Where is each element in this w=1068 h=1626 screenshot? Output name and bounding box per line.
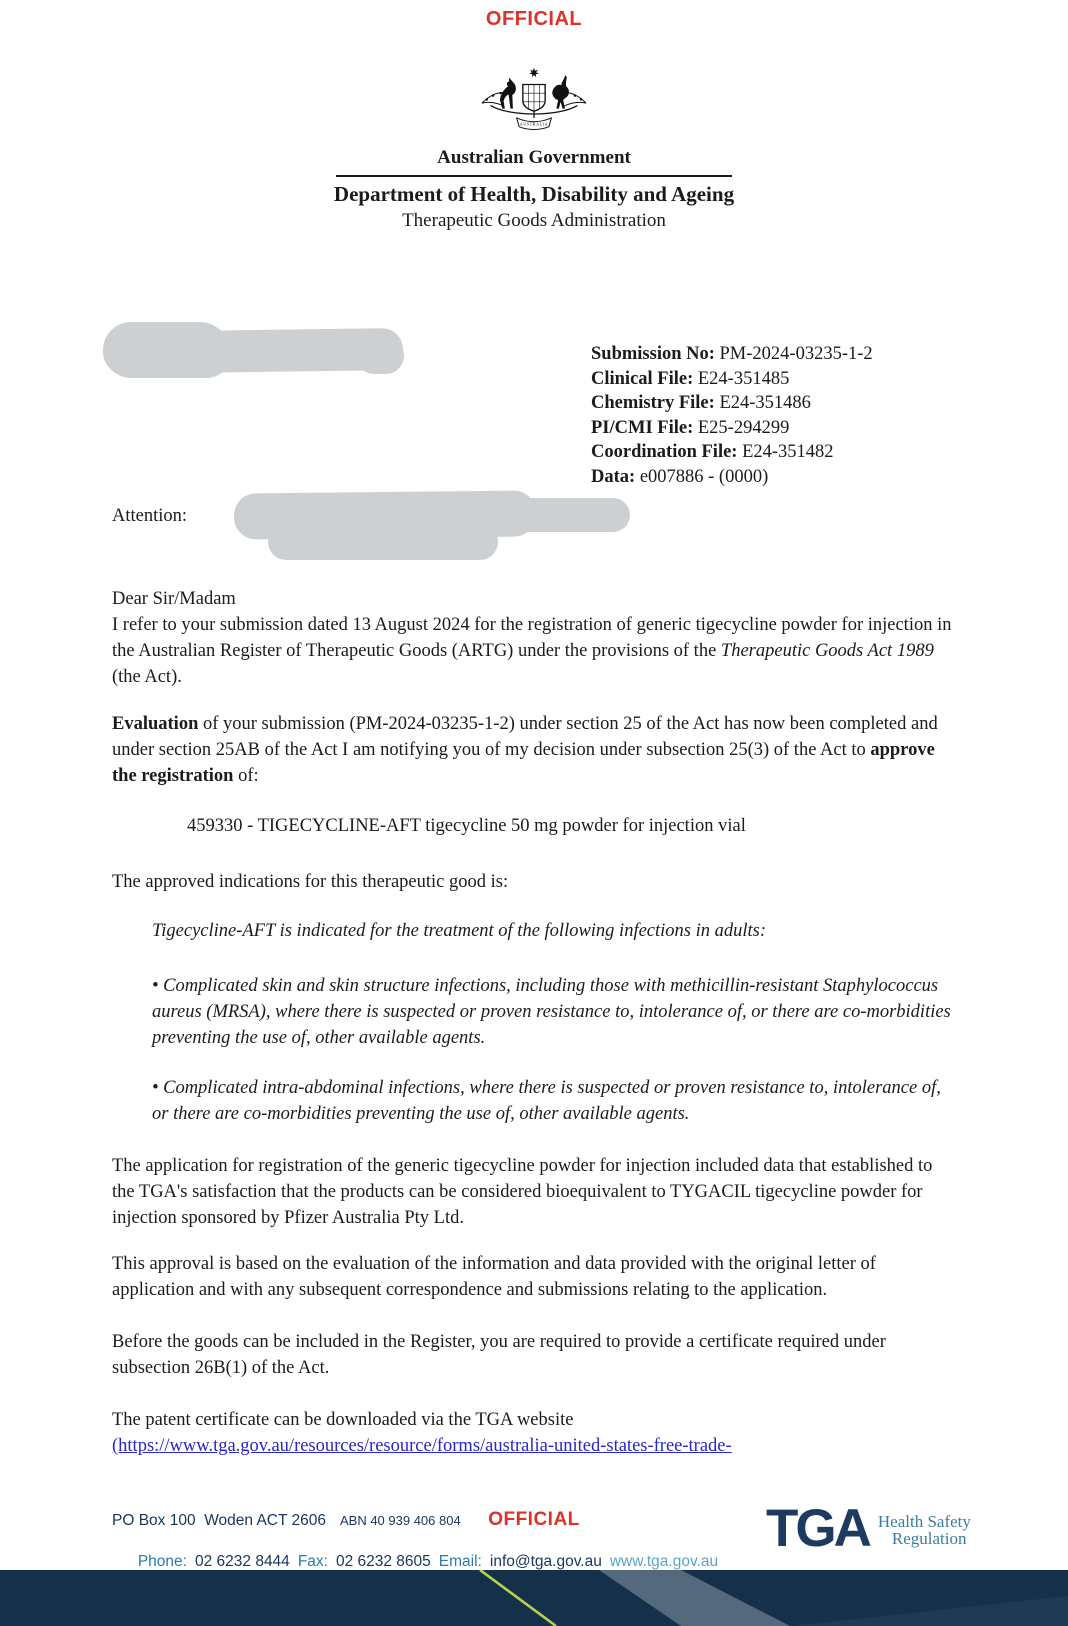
- fax-label: Fax:: [297, 1553, 328, 1570]
- approved-product-line: 459330 - TIGECYCLINE-AFT tigecycline 50 mg powder for injection vial: [187, 816, 746, 836]
- reference-value: PM-2024-03235-1-2: [719, 344, 873, 364]
- official-classification-bottom: OFFICIAL: [488, 1509, 580, 1530]
- abn-text: ABN 40 939 406 804: [339, 1513, 461, 1528]
- footer-address-line: [112, 1512, 726, 1530]
- paragraph-application: The application for registration of the generic tigecycline powder for injection included data that established to the TGA's satisfaction that the products can be considered bioequivalent to TYGACIL tigecycline powder for injection sponsored by Pfizer Australia Pty Ltd.: [112, 1156, 933, 1228]
- reference-value: E25-294299: [697, 417, 790, 438]
- paragraph-intro-end: (the Act).: [112, 667, 182, 687]
- paragraph-evaluation-text: of your submission (PM-2024-03235-1-2) under section 25 of the Act has now been completed and under section 25AB of the Act I am notifying you of my decision under subsection 25(3) of the Act to: [112, 714, 938, 760]
- approve-registration-bold: approve the registration: [112, 740, 935, 786]
- reference-block: [591, 342, 873, 490]
- patent-certificate-link[interactable]: (https://www.tga.gov.au/resources/resource/forms/australia-united-states-free-trade-: [112, 1436, 732, 1456]
- australian-coat-of-arms-icon: [472, 55, 596, 145]
- department-title: Department of Health, Disability and Ageing: [333, 182, 735, 206]
- email-value: info@tga.gov.au: [489, 1553, 602, 1570]
- paragraph-evaluation: [112, 711, 958, 789]
- po-box-text: PO Box 100 Woden ACT 2606: [112, 1512, 326, 1529]
- act-name-italic: Therapeutic Goods Act 1989: [720, 641, 934, 661]
- reference-label: Clinical File:: [591, 368, 694, 389]
- government-title: Australian Government: [437, 147, 631, 168]
- salutation: Dear Sir/Madam: [112, 589, 236, 609]
- attention-label: Attention:: [112, 506, 188, 526]
- reference-row: [591, 367, 873, 392]
- indication-heading: Tigecycline-AFT is indicated for the treatment of the following infections in adults:: [152, 921, 767, 941]
- paragraph-certificate: Before the goods can be included in the Register, you are required to provide a certificate required under subsection 26B(1) of the Act.: [112, 1332, 886, 1378]
- reference-row: [591, 391, 873, 416]
- reference-value: E24-351486: [719, 393, 811, 414]
- reference-row: [591, 342, 873, 367]
- redacted-address-blob: [103, 322, 231, 378]
- phone-label: Phone:: [137, 1553, 187, 1570]
- evaluation-bold: Evaluation: [112, 714, 199, 734]
- agency-title: Therapeutic Goods Administration: [402, 210, 666, 231]
- paragraph-intro: [112, 612, 958, 690]
- letter-body: [112, 586, 958, 1459]
- paragraph-patent-text: The patent certificate can be downloaded via the TGA website: [112, 1410, 574, 1430]
- paragraph-approval-basis: This approval is based on the evaluation of the information and data provided with the original letter of application and with any subsequent correspondence and submissions relating to the application.: [112, 1254, 876, 1300]
- footer-decorative-band: [0, 1570, 1068, 1626]
- official-classification-top: OFFICIAL: [485, 8, 583, 30]
- reference-row: [591, 440, 873, 465]
- phone-value: 02 6232 8444: [194, 1553, 290, 1570]
- coat-banner-text: AUSTRALIA: [519, 121, 549, 127]
- email-label: Email:: [438, 1553, 482, 1570]
- indications-intro: The approved indications for this therapeutic good is:: [112, 872, 509, 892]
- paragraph-evaluation-end: of:: [233, 766, 259, 786]
- redacted-attention-name-blob: [508, 498, 630, 532]
- tga-logo-text: TGA: [766, 1499, 869, 1558]
- reference-label: PI/CMI File:: [591, 417, 694, 438]
- reference-value: E24-351485: [697, 368, 790, 389]
- reference-label: Data:: [591, 466, 636, 487]
- indication-bullet-2: • Complicated intra-abdominal infections, where there is suspected or proven resistance to, intolerance of, or there are co-morbidities preventing the use of, other available agents.: [152, 1078, 941, 1124]
- tga-tagline-line1: Health Safety: [877, 1512, 971, 1531]
- tga-tagline-line2: Regulation: [891, 1529, 967, 1548]
- reference-label: Coordination File:: [591, 442, 738, 463]
- reference-value: e007886 - (0000): [639, 466, 769, 487]
- masthead-divider: [336, 175, 732, 177]
- tga-logo-tagline: [878, 1513, 971, 1547]
- paragraph-patent: [112, 1407, 958, 1459]
- redacted-attention-name-blob: [268, 524, 498, 560]
- reference-label: Submission No:: [591, 344, 715, 364]
- masthead: [0, 55, 1068, 232]
- paragraph-intro-text: I refer to your submission dated 13 August 2024 for the registration of generic tigecycline powder for injection in the Australian Register of Therapeutic Goods (ARTG) under the provisions of the: [112, 615, 952, 661]
- website-text: www.tga.gov.au: [609, 1553, 719, 1570]
- redacted-address-blob: [356, 338, 404, 374]
- indication-bullet-1: • Complicated skin and skin structure infections, including those with methicillin-resistant Staphylococcus aureus (MRSA), where there is suspected or proven resistance to, intolerance of, or there are co-morbidities preventing the use of, other available agents.: [152, 976, 951, 1048]
- reference-row: [591, 465, 873, 490]
- reference-row: [591, 416, 873, 441]
- fax-value: 02 6232 8605: [335, 1553, 431, 1570]
- reference-value: E24-351482: [742, 442, 834, 463]
- reference-label: Chemistry File:: [591, 393, 715, 414]
- tga-logo: [766, 1499, 971, 1558]
